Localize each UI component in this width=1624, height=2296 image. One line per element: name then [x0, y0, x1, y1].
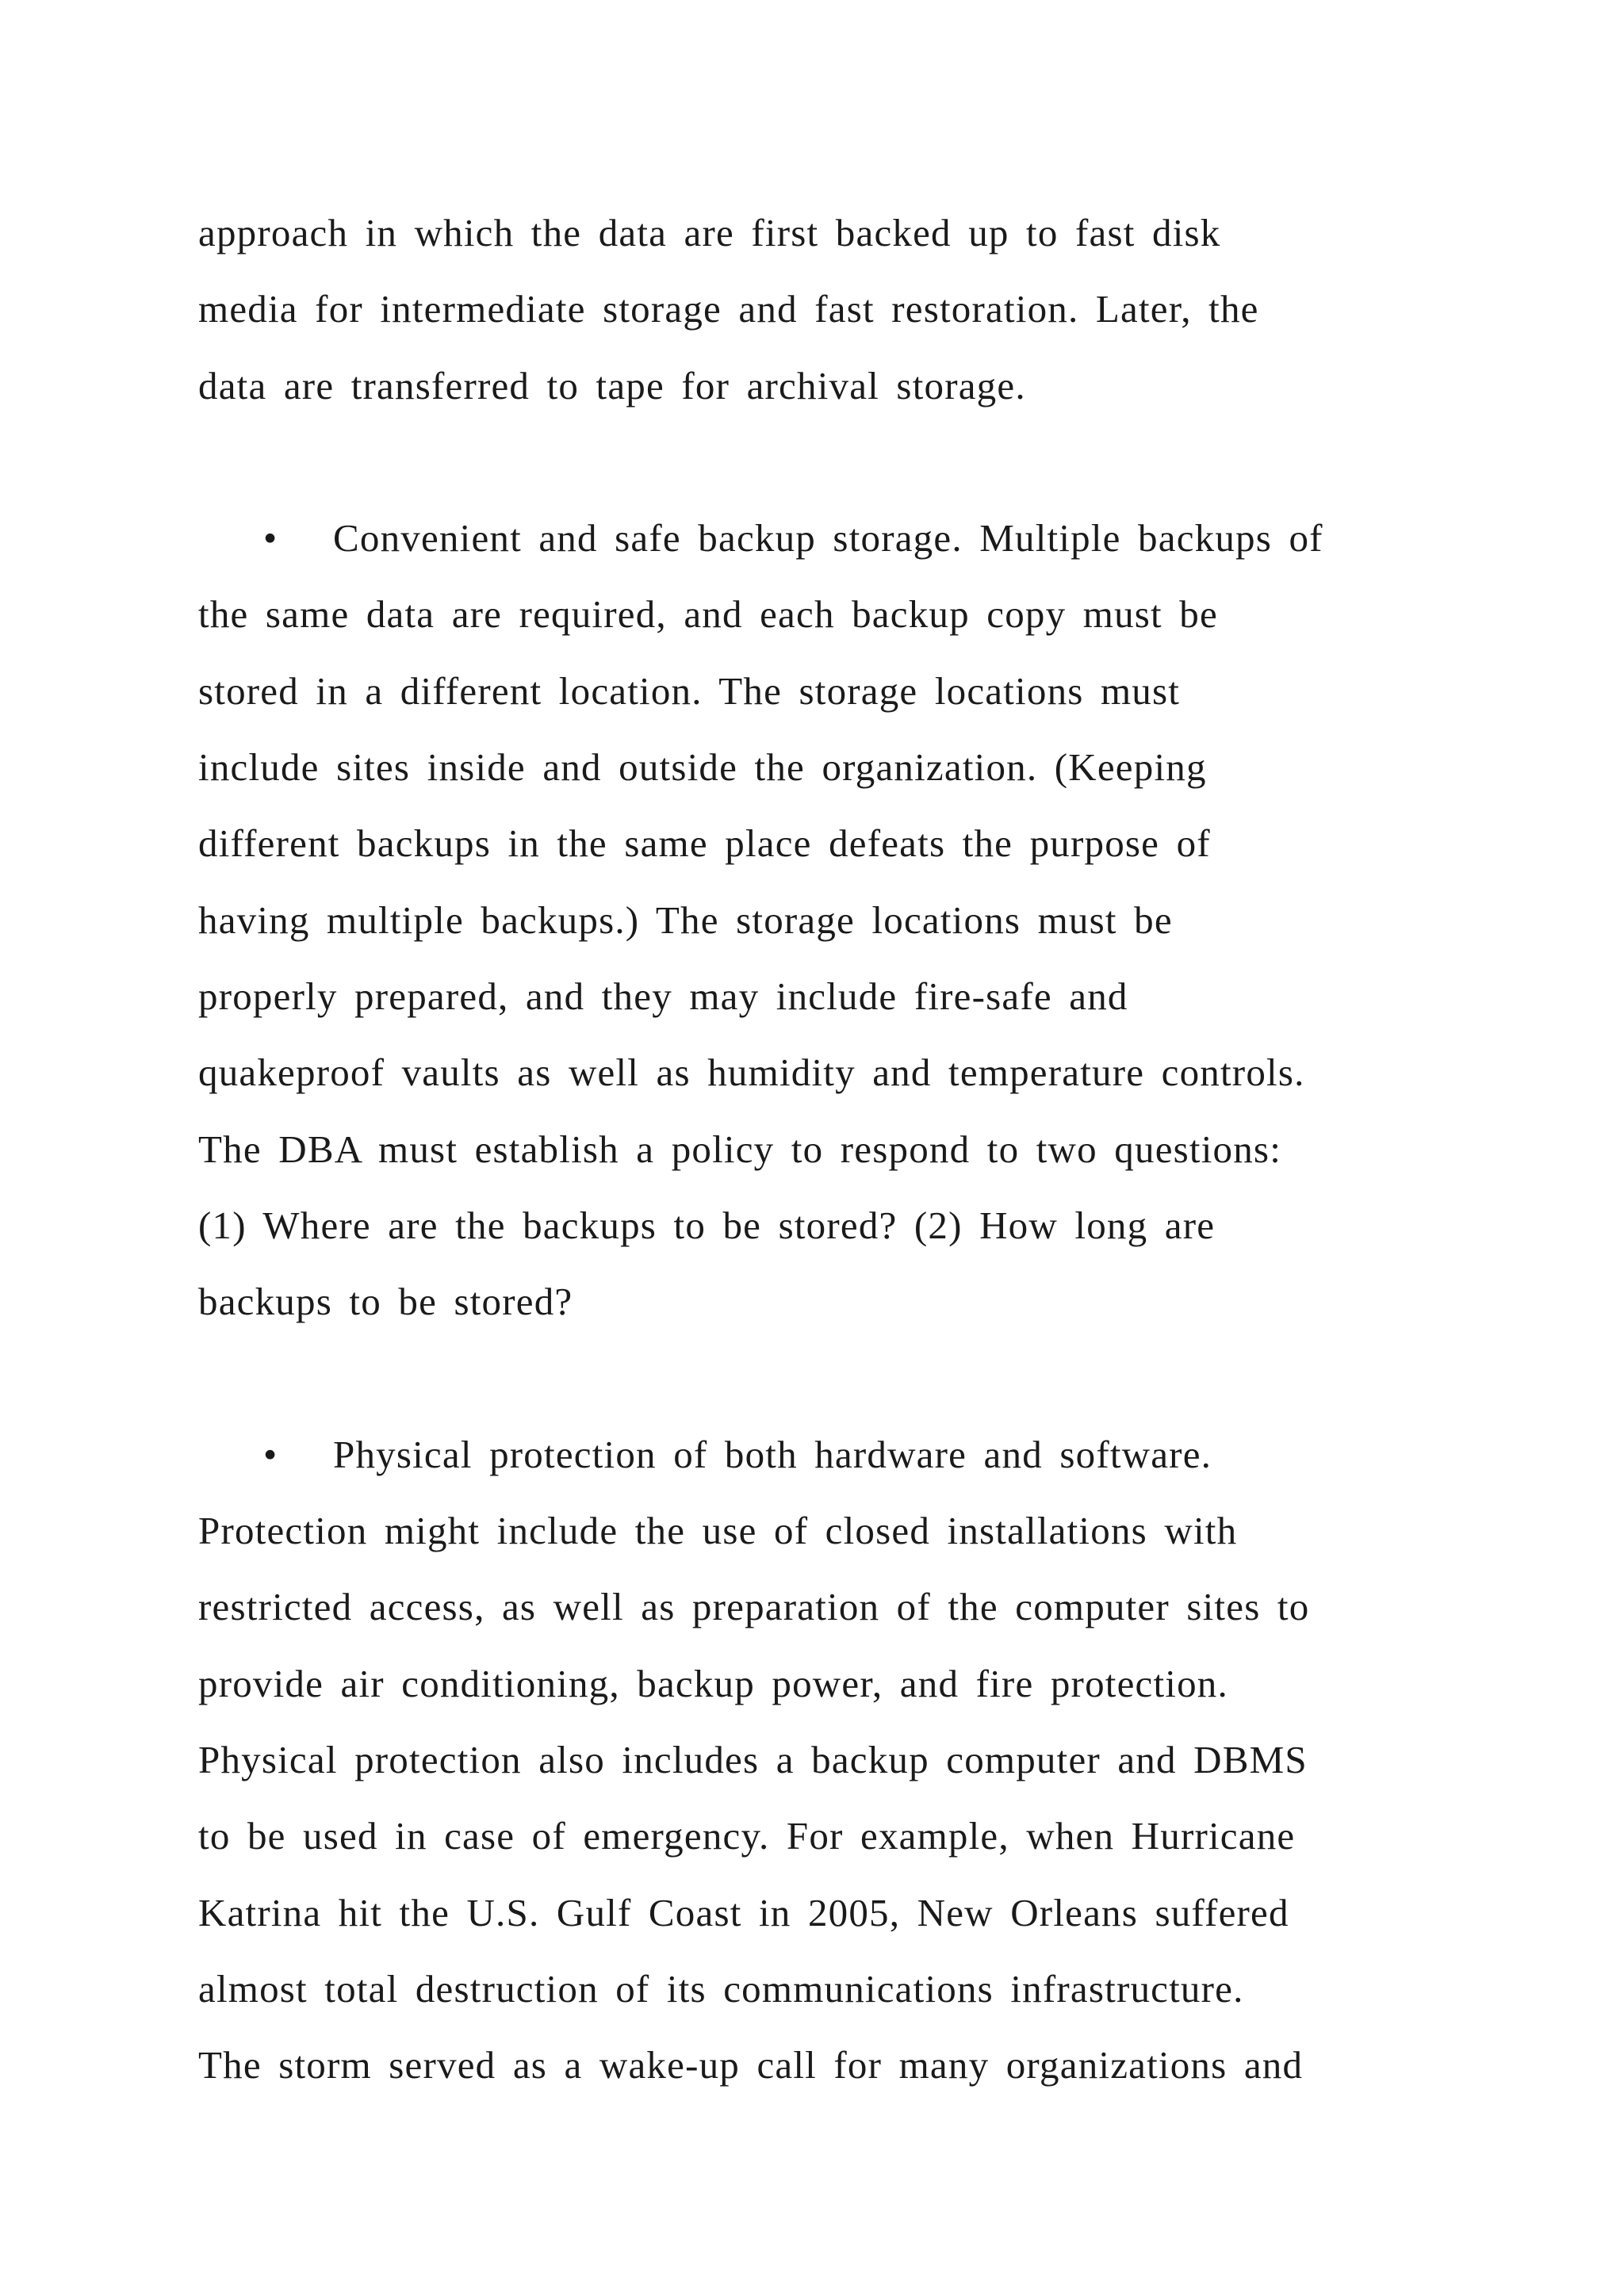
text-line: properly prepared, and they may include fire-safe and — [198, 974, 1128, 1018]
text-line: different backups in the same place defeats the purpose of — [198, 821, 1211, 866]
text-line: quakeproof vaults as well as humidity and temperature controls. — [198, 1050, 1305, 1095]
text-line: data are transferred to tape for archival storage. — [198, 363, 1026, 408]
text-line: the same data are required, and each backup copy must be — [198, 592, 1218, 637]
text-line: provide air conditioning, backup power, and fire protection. — [198, 1661, 1228, 1705]
text-line: Protection might include the use of closed installations with — [198, 1509, 1238, 1553]
text-line: stored in a different location. The storage locations must — [198, 668, 1181, 713]
paragraph-gap — [198, 424, 1499, 500]
text-line: include sites inside and outside the organization. (Keeping — [198, 745, 1207, 790]
text-line: backups to be stored? — [198, 1280, 573, 1324]
text-line: to be used in case of emergency. For example, when Hurricane — [198, 1814, 1296, 1858]
text-line: approach in which the data are first backed up to fast disk — [198, 211, 1221, 254]
text-line: (1) Where are the backups to be stored? (2) How long are — [198, 1203, 1216, 1247]
text-line: restricted access, as well as preparation of the computer sites to — [198, 1585, 1310, 1629]
text-line: almost total destruction of its communications infrastructure. — [198, 1966, 1244, 2011]
bullet-item-text: Convenient and safe backup storage. Multiple backups of — [333, 516, 1323, 561]
bullet-icon: • — [263, 1432, 278, 1476]
paragraph-gap — [198, 1340, 1499, 1416]
text-line: The DBA must establish a policy to respond to two questions: — [198, 1127, 1282, 1171]
bullet-item-backup-storage — [198, 500, 1499, 576]
text-line: Physical protection also includes a backup computer and DBMS — [198, 1737, 1308, 1781]
text-line: having multiple backups.) The storage locations must be — [198, 897, 1173, 942]
text-line: The storm served as a wake-up call for many organizations and — [198, 2043, 1304, 2087]
body-text — [198, 195, 1499, 2103]
text-line: Katrina hit the U.S. Gulf Coast in 2005, New Orleans suffered — [198, 1890, 1289, 1934]
text-line: media for intermediate storage and fast restoration. Later, the — [198, 287, 1259, 331]
bullet-item-text: Physical protection of both hardware and software. — [333, 1432, 1212, 1476]
bullet-item-physical-protection — [198, 1417, 1499, 1493]
bullet-icon: • — [263, 516, 278, 561]
